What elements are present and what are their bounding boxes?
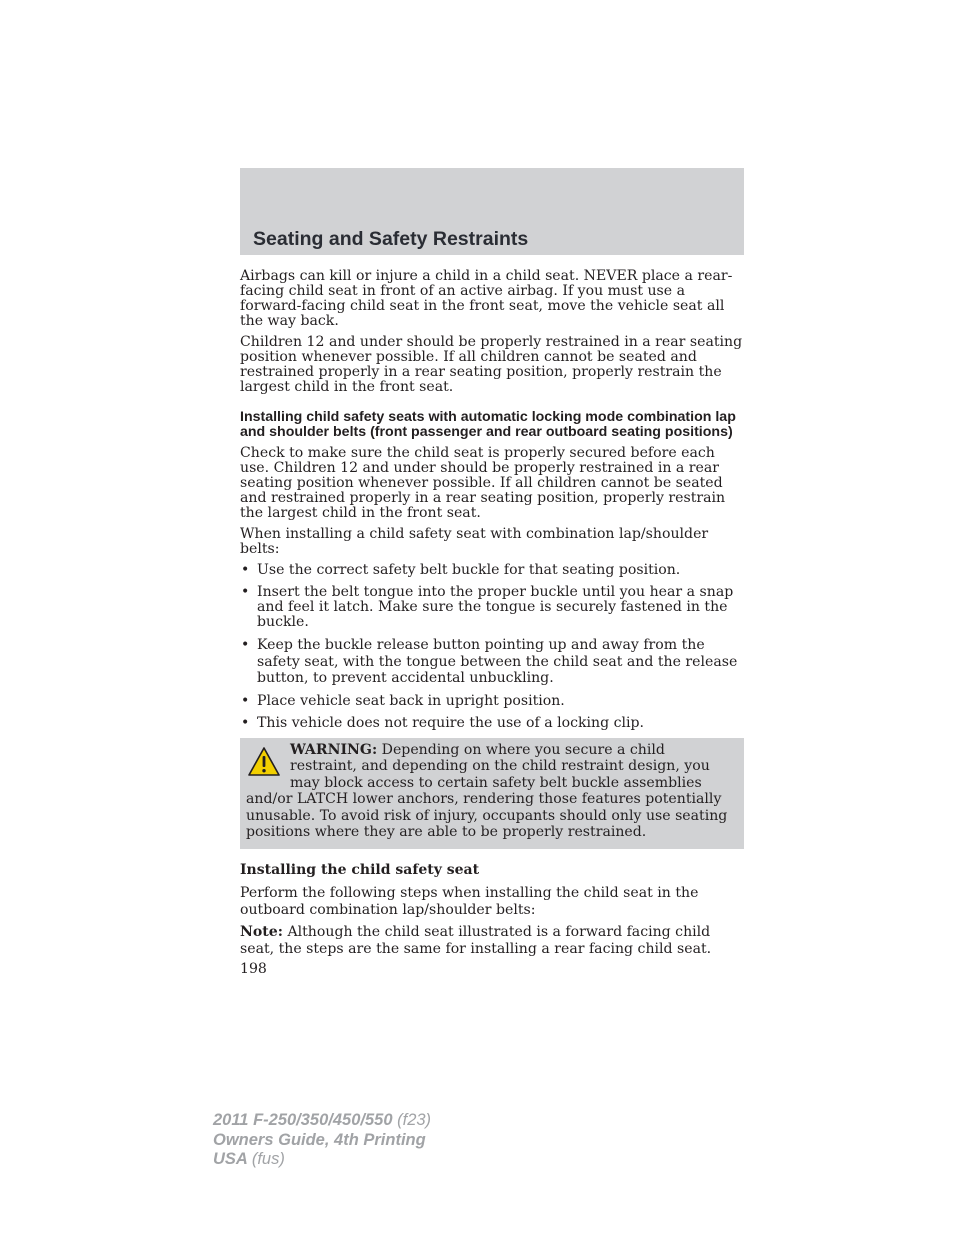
intro-paragraph-1: Airbags can kill or injure a child in a child seat. NEVER place a rear-facing child seat in front of an active airbag. If you must use a forward-facing child seat in the front seat, move the vehicle seat all the way back. (240, 268, 733, 329)
list-item (240, 694, 744, 709)
list-item (240, 716, 744, 731)
warning-text: Depending on where you secure a child restraint, and depending on the child restraint design, you may block access to certain safety belt buckle assemblies and/or LATCH lower anchors, rendering those features potentially unusable. To avoid risk of injury, occupants should only use seating positions where they are able to be properly restrained. (246, 742, 728, 841)
section-header-band (240, 168, 744, 255)
note-text: Although the child seat illustrated is a forward facing child seat, the steps are the same for installing a rear facing child seat. (240, 924, 712, 957)
bullet-marker: • (241, 584, 250, 600)
list-item-text: Place vehicle seat back in upright position. (257, 692, 565, 709)
list-item (240, 637, 744, 687)
note-label: Note: (240, 924, 283, 940)
intro-paragraph-2: Children 12 and under should be properly restrained in a rear seating position whenever possible. If all children cannot be seated and restrained properly in a rear seating position, properly restrain the largest child in the front seat. (240, 334, 743, 395)
footer-line-1 (213, 1111, 431, 1131)
footer-market-code: (fus) (251, 1150, 285, 1168)
section-paragraph-1: Check to make sure the child seat is properly secured before each use. Children 12 and under should be properly restrained in a rear seating position whenever possible. If all children cannot be seated and restrained properly in a rear seating position, properly restrain the largest child in the front seat. (240, 445, 726, 521)
bullet-marker: • (241, 562, 250, 578)
note-paragraph (240, 924, 744, 958)
warning-triangle-icon (248, 746, 280, 778)
list-item-text: Insert the belt tongue into the proper buckle until you hear a snap and feel it latch. Make sure the tongue is securely fastened in the buckle. (257, 584, 734, 630)
list-item (240, 585, 744, 630)
footer-model: 2011 F-250/350/450/550 (213, 1111, 393, 1129)
section-paragraph-2: When installing a child safety seat with combination lap/shoulder belts: (240, 526, 709, 557)
bullet-marker: • (241, 692, 250, 709)
installing-content (240, 885, 744, 963)
warning-label: WARNING: (290, 742, 378, 758)
list-item-text: This vehicle does not require the use of a locking clip. (257, 714, 644, 731)
instruction-list (240, 563, 744, 731)
page-number: 198 (240, 961, 267, 977)
list-item-text: Use the correct safety belt buckle for that seating position. (257, 562, 681, 578)
section-title: Seating and Safety Restraints (253, 228, 529, 250)
document-footer (213, 1111, 431, 1170)
main-content (240, 269, 744, 738)
bullet-marker: • (241, 714, 250, 731)
footer-line-3 (213, 1150, 431, 1170)
bullet-marker: • (241, 637, 250, 653)
section-heading: Installing child safety seats with automatic locking mode combination lap and shoulder belts (front passenger and rear outboard seating positions) (240, 409, 736, 440)
footer-model-code: (f23) (397, 1111, 432, 1129)
list-item-text: Keep the buckle release button pointing up and away from the safety seat, with the tongue between the child seat and the release button, to prevent accidental unbuckling. (257, 637, 738, 686)
footer-line-2: Owners Guide, 4th Printing (213, 1130, 426, 1149)
installing-paragraph: Perform the following steps when installing the child seat in the outboard combination lap/shoulder belts: (240, 885, 699, 918)
warning-box (240, 738, 744, 849)
list-item (240, 563, 744, 578)
installing-heading: Installing the child safety seat (240, 862, 480, 878)
footer-market: USA (213, 1150, 248, 1168)
